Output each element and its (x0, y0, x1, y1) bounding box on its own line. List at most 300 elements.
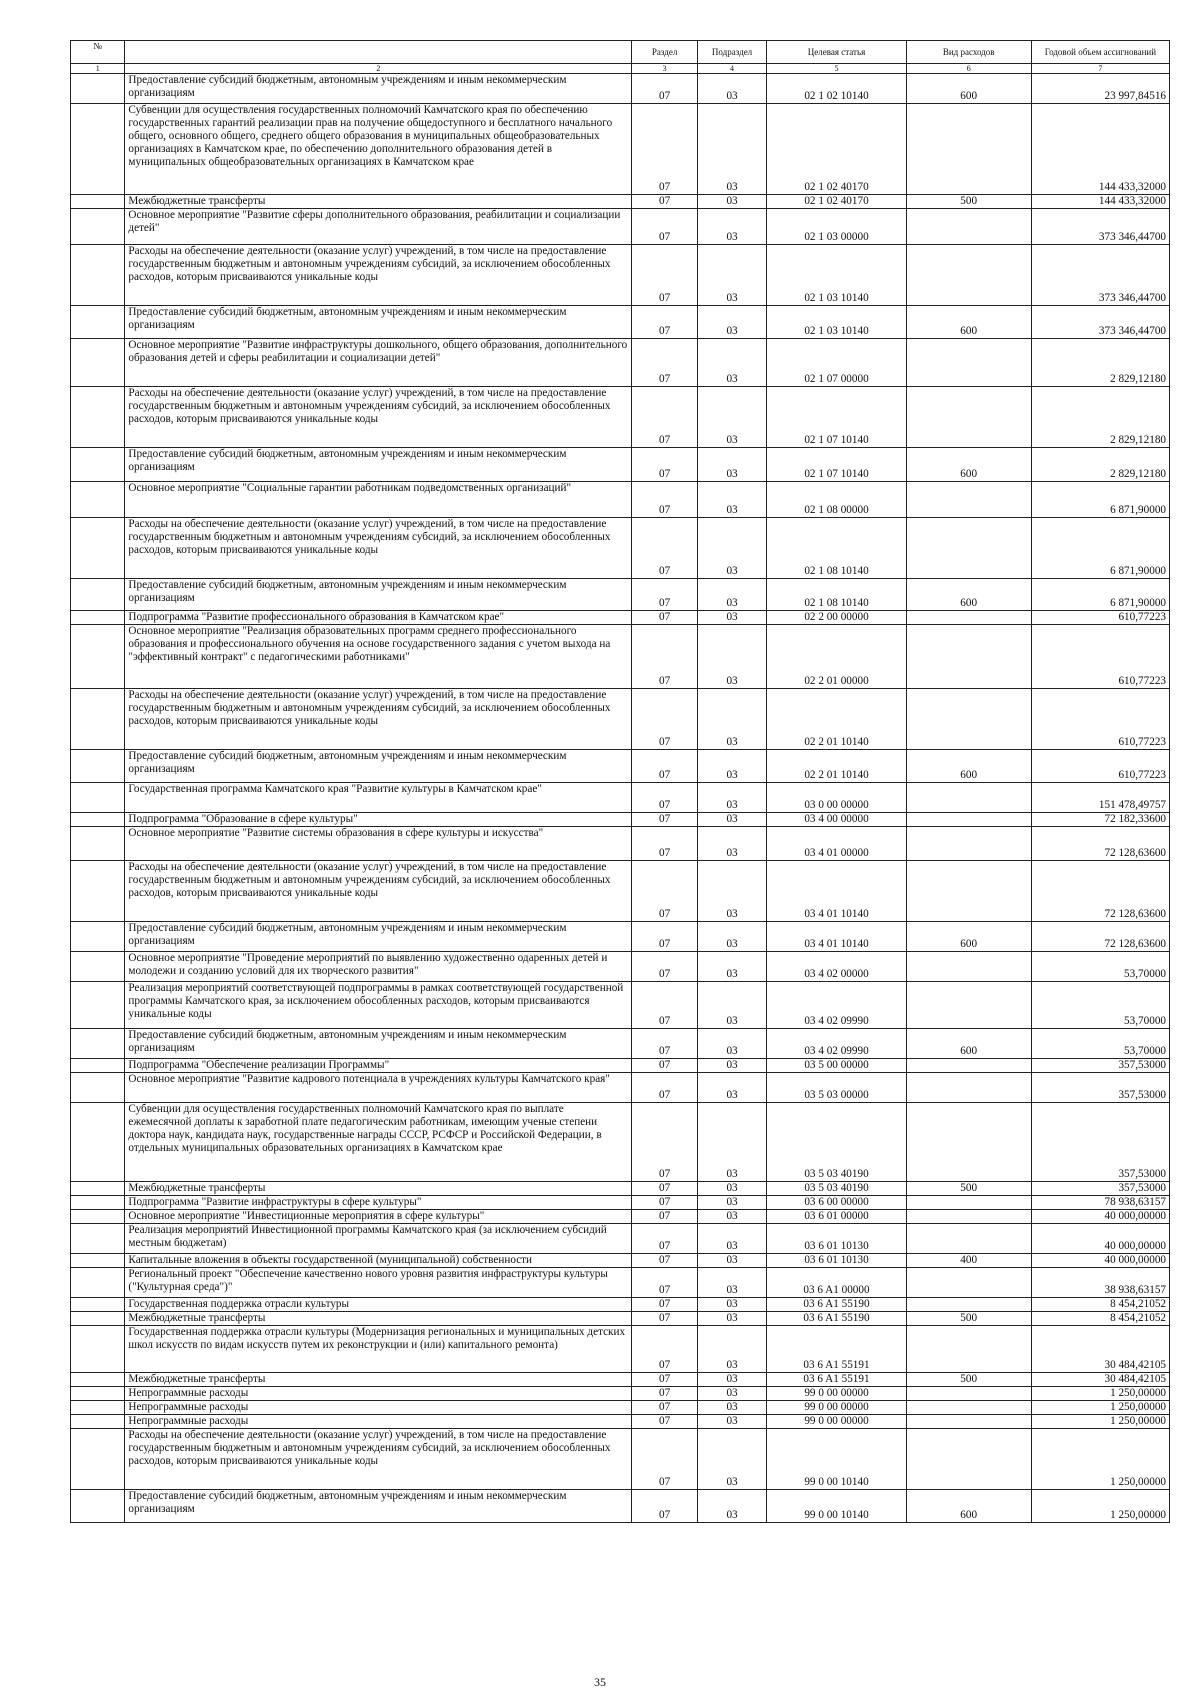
row-podrazdel-cell: 03 (697, 813, 767, 827)
row-razdel-cell: 07 (632, 209, 697, 245)
row-razdel-cell: 07 (632, 518, 697, 579)
table-row (71, 1210, 1170, 1224)
colnum-2: 2 (125, 64, 632, 74)
table-row (71, 1196, 1170, 1210)
table-row (71, 1326, 1170, 1373)
row-podrazdel-cell: 03 (697, 448, 767, 482)
row-razdel-cell: 07 (632, 245, 697, 306)
row-target-cell: 03 4 00 00000 (767, 813, 906, 827)
row-amount-cell: 40 000,00000 (1031, 1210, 1169, 1224)
row-target-cell: 03 6 01 10130 (767, 1224, 906, 1254)
row-number-cell (71, 1298, 125, 1312)
row-amount-cell: 2 829,12180 (1031, 448, 1169, 482)
table-row (71, 1224, 1170, 1254)
table-row (71, 1268, 1170, 1298)
row-number-cell (71, 689, 125, 750)
header-podrazdel: Подраздел (697, 41, 767, 64)
row-target-cell: 02 1 08 10140 (767, 579, 906, 611)
table-row (71, 209, 1170, 245)
row-name-cell: Расходы на обеспечение деятельности (оказание услуг) учреждений, в том числе на предоставление государственным бюджетным и автономным учреждениям субсидий, за исключением обособленных расходов, которым присваиваются уникальные коды (125, 861, 632, 922)
row-amount-cell: 144 433,32000 (1031, 195, 1169, 209)
table-row (71, 482, 1170, 518)
row-name-cell: Государственная программа Камчатского края "Развитие культуры в Камчатском крае" (125, 783, 632, 813)
row-number-cell (71, 1387, 125, 1401)
table-row (71, 448, 1170, 482)
row-target-cell: 03 4 02 00000 (767, 952, 906, 982)
table-row (71, 1059, 1170, 1073)
row-number-cell (71, 1196, 125, 1210)
row-vid-cell (906, 482, 1031, 518)
row-podrazdel-cell: 03 (697, 579, 767, 611)
row-podrazdel-cell: 03 (697, 1254, 767, 1268)
row-name-cell: Основное мероприятие "Развитие сферы дополнительного образования, реабилитации и социализации детей" (125, 209, 632, 245)
row-razdel-cell: 07 (632, 387, 697, 448)
row-razdel-cell: 07 (632, 1103, 697, 1182)
row-amount-cell: 1 250,00000 (1031, 1490, 1169, 1523)
row-podrazdel-cell: 03 (697, 783, 767, 813)
row-name-cell: Реализация мероприятий соответствующей подпрограммы в рамках соответствующей государственной программы Камчатского края, за исключением обособленных расходов, которым присваиваются уникальные коды (125, 982, 632, 1029)
row-vid-cell: 600 (906, 306, 1031, 339)
table-row (71, 245, 1170, 306)
row-name-cell: Расходы на обеспечение деятельности (оказание услуг) учреждений, в том числе на предоставление государственным бюджетным и автономным учреждениям субсидий, за исключением обособленных расходов, которым присваиваются уникальные коды (125, 518, 632, 579)
row-vid-cell (906, 1298, 1031, 1312)
row-podrazdel-cell: 03 (697, 952, 767, 982)
table-row (71, 306, 1170, 339)
row-vid-cell: 600 (906, 448, 1031, 482)
row-target-cell: 03 6 01 00000 (767, 1210, 906, 1224)
row-razdel-cell: 07 (632, 827, 697, 861)
row-target-cell: 03 5 03 40190 (767, 1103, 906, 1182)
row-vid-cell (906, 783, 1031, 813)
row-target-cell: 02 2 00 00000 (767, 611, 906, 625)
table-row (71, 1490, 1170, 1523)
row-amount-cell: 23 997,84516 (1031, 74, 1169, 104)
row-amount-cell: 373 346,44700 (1031, 245, 1169, 306)
row-vid-cell: 600 (906, 74, 1031, 104)
row-podrazdel-cell: 03 (697, 611, 767, 625)
table-row (71, 1312, 1170, 1326)
row-name-cell: Непрограммные расходы (125, 1387, 632, 1401)
row-amount-cell: 151 478,49757 (1031, 783, 1169, 813)
table-row (71, 861, 1170, 922)
row-target-cell: 99 0 00 00000 (767, 1387, 906, 1401)
row-podrazdel-cell: 03 (697, 1196, 767, 1210)
row-razdel-cell: 07 (632, 1401, 697, 1415)
row-target-cell: 02 1 02 40170 (767, 195, 906, 209)
row-amount-cell: 40 000,00000 (1031, 1224, 1169, 1254)
table-row (71, 74, 1170, 104)
table-row (71, 339, 1170, 387)
row-amount-cell: 373 346,44700 (1031, 306, 1169, 339)
budget-table (70, 40, 1170, 1523)
row-number-cell (71, 1182, 125, 1196)
row-vid-cell (906, 245, 1031, 306)
row-name-cell: Основное мероприятие "Проведение мероприятий по выявлению художественно одаренных детей и молодежи и созданию условий для их творческого развития" (125, 952, 632, 982)
row-name-cell: Основное мероприятие "Развитие инфраструктуры дошкольного, общего образования, дополнительного образования детей и сферы реабилитации и социализации детей" (125, 339, 632, 387)
row-amount-cell: 373 346,44700 (1031, 209, 1169, 245)
row-name-cell: Предоставление субсидий бюджетным, автономным учреждениям и иным некоммерческим организациям (125, 306, 632, 339)
row-number-cell (71, 1326, 125, 1373)
row-target-cell: 03 4 01 00000 (767, 827, 906, 861)
row-target-cell: 02 1 02 40170 (767, 104, 906, 195)
row-number-cell (71, 1103, 125, 1182)
header-vid: Вид расходов (906, 41, 1031, 64)
row-name-cell: Государственная поддержка отрасли культуры (125, 1298, 632, 1312)
row-vid-cell (906, 1268, 1031, 1298)
row-number-cell (71, 625, 125, 689)
header-volume: Годовой объем ассигнований (1031, 41, 1169, 64)
row-vid-cell (906, 1326, 1031, 1373)
row-vid-cell (906, 1210, 1031, 1224)
row-target-cell: 03 5 03 40190 (767, 1182, 906, 1196)
row-amount-cell: 357,53000 (1031, 1059, 1169, 1073)
row-amount-cell: 1 250,00000 (1031, 1401, 1169, 1415)
row-podrazdel-cell: 03 (697, 982, 767, 1029)
row-podrazdel-cell: 03 (697, 245, 767, 306)
row-name-cell: Реализация мероприятий Инвестиционной программы Камчатского края (за исключением субсидий местным бюджетам) (125, 1224, 632, 1254)
row-number-cell (71, 448, 125, 482)
row-name-cell: Расходы на обеспечение деятельности (оказание услуг) учреждений, в том числе на предоставление государственным бюджетным и автономным учреждениям субсидий, за исключением обособленных расходов, которым присваиваются уникальные коды (125, 387, 632, 448)
row-razdel-cell: 07 (632, 1029, 697, 1059)
row-amount-cell: 38 938,63157 (1031, 1268, 1169, 1298)
row-podrazdel-cell: 03 (697, 518, 767, 579)
row-number-cell (71, 982, 125, 1029)
row-name-cell: Основное мероприятие "Социальные гарантии работникам подведомственных организаций" (125, 482, 632, 518)
row-amount-cell: 78 938,63157 (1031, 1196, 1169, 1210)
row-number-cell (71, 1254, 125, 1268)
row-amount-cell: 72 182,33600 (1031, 813, 1169, 827)
row-name-cell: Государственная поддержка отрасли культуры (Модернизация региональных и муниципальных детских школ искусств по видам искусств путем их реконструкции и (или) капитального ремонта) (125, 1326, 632, 1373)
row-name-cell: Предоставление субсидий бюджетным, автономным учреждениям и иным некоммерческим организациям (125, 74, 632, 104)
row-razdel-cell: 07 (632, 448, 697, 482)
row-podrazdel-cell: 03 (697, 195, 767, 209)
row-podrazdel-cell: 03 (697, 1059, 767, 1073)
row-target-cell: 03 6 A1 00000 (767, 1268, 906, 1298)
row-target-cell: 03 5 03 00000 (767, 1073, 906, 1103)
row-number-cell (71, 74, 125, 104)
row-number-cell (71, 518, 125, 579)
row-name-cell: Подпрограмма "Образование в сфере культуры" (125, 813, 632, 827)
row-podrazdel-cell: 03 (697, 74, 767, 104)
row-amount-cell: 6 871,90000 (1031, 518, 1169, 579)
row-amount-cell: 53,70000 (1031, 952, 1169, 982)
row-number-cell (71, 482, 125, 518)
row-vid-cell (906, 1103, 1031, 1182)
row-target-cell: 03 4 02 09990 (767, 982, 906, 1029)
row-number-cell (71, 813, 125, 827)
row-name-cell: Межбюджетные трансферты (125, 1182, 632, 1196)
row-razdel-cell: 07 (632, 982, 697, 1029)
table-row (71, 611, 1170, 625)
row-amount-cell: 144 433,32000 (1031, 104, 1169, 195)
row-vid-cell (906, 1224, 1031, 1254)
row-amount-cell: 8 454,21052 (1031, 1312, 1169, 1326)
row-vid-cell (906, 387, 1031, 448)
row-vid-cell (906, 982, 1031, 1029)
table-row (71, 1401, 1170, 1415)
table-row (71, 387, 1170, 448)
table-row (71, 1254, 1170, 1268)
row-podrazdel-cell: 03 (697, 1429, 767, 1490)
row-podrazdel-cell: 03 (697, 827, 767, 861)
row-vid-cell (906, 827, 1031, 861)
table-row (71, 952, 1170, 982)
table-row (71, 982, 1170, 1029)
row-vid-cell (906, 1429, 1031, 1490)
row-number-cell (71, 104, 125, 195)
row-number-cell (71, 922, 125, 952)
row-number-cell (71, 952, 125, 982)
row-name-cell: Непрограммные расходы (125, 1401, 632, 1415)
row-target-cell: 03 6 01 10130 (767, 1254, 906, 1268)
row-number-cell (71, 1429, 125, 1490)
row-podrazdel-cell: 03 (697, 387, 767, 448)
row-amount-cell: 1 250,00000 (1031, 1415, 1169, 1429)
colnum-7: 7 (1031, 64, 1169, 74)
row-target-cell: 03 6 A1 55190 (767, 1312, 906, 1326)
row-name-cell: Межбюджетные трансферты (125, 1373, 632, 1387)
row-podrazdel-cell: 03 (697, 104, 767, 195)
header-target: Целевая статья (767, 41, 906, 64)
row-name-cell: Основное мероприятие "Развитие кадрового потенциала в учреждениях культуры Камчатского края" (125, 1073, 632, 1103)
row-target-cell: 99 0 00 00000 (767, 1401, 906, 1415)
row-podrazdel-cell: 03 (697, 1490, 767, 1523)
table-body (71, 74, 1170, 1523)
row-number-cell (71, 1268, 125, 1298)
table-row (71, 1429, 1170, 1490)
row-target-cell: 02 1 03 10140 (767, 306, 906, 339)
row-podrazdel-cell: 03 (697, 1224, 767, 1254)
table-row (71, 750, 1170, 783)
row-target-cell: 03 6 A1 55190 (767, 1298, 906, 1312)
row-number-cell (71, 827, 125, 861)
row-amount-cell: 610,77223 (1031, 689, 1169, 750)
table-row (71, 689, 1170, 750)
row-vid-cell (906, 689, 1031, 750)
row-target-cell: 99 0 00 00000 (767, 1415, 906, 1429)
row-amount-cell: 357,53000 (1031, 1073, 1169, 1103)
row-podrazdel-cell: 03 (697, 1415, 767, 1429)
colnum-1: 1 (71, 64, 125, 74)
row-amount-cell: 72 128,63600 (1031, 861, 1169, 922)
row-vid-cell (906, 339, 1031, 387)
row-target-cell: 02 1 03 00000 (767, 209, 906, 245)
table-row (71, 195, 1170, 209)
row-number-cell (71, 611, 125, 625)
row-amount-cell: 53,70000 (1031, 1029, 1169, 1059)
row-target-cell: 02 2 01 10140 (767, 689, 906, 750)
row-razdel-cell: 07 (632, 861, 697, 922)
row-podrazdel-cell: 03 (697, 1373, 767, 1387)
row-vid-cell (906, 1387, 1031, 1401)
row-razdel-cell: 07 (632, 1182, 697, 1196)
row-target-cell: 02 1 07 10140 (767, 448, 906, 482)
row-number-cell (71, 339, 125, 387)
row-target-cell: 03 4 01 10140 (767, 861, 906, 922)
row-number-cell (71, 1373, 125, 1387)
colnum-6: 6 (906, 64, 1031, 74)
row-target-cell: 02 2 01 10140 (767, 750, 906, 783)
table-row (71, 1415, 1170, 1429)
row-razdel-cell: 07 (632, 579, 697, 611)
row-razdel-cell: 07 (632, 1415, 697, 1429)
row-name-cell: Подпрограмма "Развитие инфраструктуры в сфере культуры" (125, 1196, 632, 1210)
row-target-cell: 02 1 08 10140 (767, 518, 906, 579)
row-number-cell (71, 1224, 125, 1254)
row-target-cell: 02 1 03 10140 (767, 245, 906, 306)
row-vid-cell (906, 1415, 1031, 1429)
row-vid-cell (906, 1401, 1031, 1415)
row-name-cell: Предоставление субсидий бюджетным, автономным учреждениям и иным некоммерческим организациям (125, 1029, 632, 1059)
row-amount-cell: 357,53000 (1031, 1103, 1169, 1182)
row-number-cell (71, 861, 125, 922)
row-podrazdel-cell: 03 (697, 689, 767, 750)
row-vid-cell (906, 861, 1031, 922)
row-number-cell (71, 1210, 125, 1224)
row-podrazdel-cell: 03 (697, 922, 767, 952)
row-vid-cell: 600 (906, 1029, 1031, 1059)
row-vid-cell: 500 (906, 195, 1031, 209)
row-vid-cell (906, 518, 1031, 579)
row-podrazdel-cell: 03 (697, 209, 767, 245)
row-vid-cell (906, 209, 1031, 245)
row-razdel-cell: 07 (632, 611, 697, 625)
row-number-cell (71, 387, 125, 448)
row-razdel-cell: 07 (632, 306, 697, 339)
row-razdel-cell: 07 (632, 74, 697, 104)
row-target-cell: 03 6 A1 55191 (767, 1326, 906, 1373)
row-vid-cell: 400 (906, 1254, 1031, 1268)
row-podrazdel-cell: 03 (697, 482, 767, 518)
table-row (71, 783, 1170, 813)
row-vid-cell: 600 (906, 579, 1031, 611)
row-target-cell: 03 6 00 00000 (767, 1196, 906, 1210)
row-name-cell: Межбюджетные трансферты (125, 195, 632, 209)
row-target-cell: 03 4 01 10140 (767, 922, 906, 952)
row-vid-cell (906, 1196, 1031, 1210)
colnum-5: 5 (767, 64, 906, 74)
row-target-cell: 02 1 07 10140 (767, 387, 906, 448)
row-target-cell: 99 0 00 10140 (767, 1490, 906, 1523)
row-name-cell: Расходы на обеспечение деятельности (оказание услуг) учреждений, в том числе на предоставление государственным бюджетным и автономным учреждениям субсидий, за исключением обособленных расходов, которым присваиваются уникальные коды (125, 689, 632, 750)
row-number-cell (71, 1401, 125, 1415)
row-amount-cell: 610,77223 (1031, 750, 1169, 783)
row-vid-cell (906, 104, 1031, 195)
row-razdel-cell: 07 (632, 783, 697, 813)
row-podrazdel-cell: 03 (697, 1312, 767, 1326)
row-podrazdel-cell: 03 (697, 1401, 767, 1415)
row-amount-cell: 610,77223 (1031, 625, 1169, 689)
row-vid-cell (906, 952, 1031, 982)
row-target-cell: 03 4 02 09990 (767, 1029, 906, 1059)
row-name-cell: Региональный проект "Обеспечение качественно нового уровня развития инфраструктуры культуры ("Культурная среда")" (125, 1268, 632, 1298)
row-razdel-cell: 07 (632, 1373, 697, 1387)
row-podrazdel-cell: 03 (697, 1073, 767, 1103)
row-amount-cell: 30 484,42105 (1031, 1326, 1169, 1373)
row-number-cell (71, 579, 125, 611)
row-razdel-cell: 07 (632, 625, 697, 689)
table-row (71, 518, 1170, 579)
row-razdel-cell: 07 (632, 1429, 697, 1490)
row-amount-cell: 6 871,90000 (1031, 482, 1169, 518)
row-podrazdel-cell: 03 (697, 1210, 767, 1224)
row-amount-cell: 72 128,63600 (1031, 827, 1169, 861)
row-target-cell: 02 1 07 00000 (767, 339, 906, 387)
header-razdel: Раздел (632, 41, 697, 64)
row-amount-cell: 2 829,12180 (1031, 339, 1169, 387)
table-row (71, 827, 1170, 861)
table-row (71, 579, 1170, 611)
row-amount-cell: 72 128,63600 (1031, 922, 1169, 952)
row-razdel-cell: 07 (632, 1312, 697, 1326)
row-target-cell: 02 1 08 00000 (767, 482, 906, 518)
row-podrazdel-cell: 03 (697, 1103, 767, 1182)
row-amount-cell: 357,53000 (1031, 1182, 1169, 1196)
row-razdel-cell: 07 (632, 1298, 697, 1312)
row-target-cell: 99 0 00 10140 (767, 1429, 906, 1490)
row-podrazdel-cell: 03 (697, 1029, 767, 1059)
table-row (71, 1298, 1170, 1312)
row-razdel-cell: 07 (632, 952, 697, 982)
row-amount-cell: 610,77223 (1031, 611, 1169, 625)
row-razdel-cell: 07 (632, 1326, 697, 1373)
row-podrazdel-cell: 03 (697, 339, 767, 387)
row-number-cell (71, 750, 125, 783)
page-number: 35 (594, 1675, 606, 1689)
row-name-cell: Непрограммные расходы (125, 1415, 632, 1429)
row-number-cell (71, 306, 125, 339)
row-podrazdel-cell: 03 (697, 1387, 767, 1401)
row-number-cell (71, 1029, 125, 1059)
row-vid-cell: 500 (906, 1182, 1031, 1196)
table-row (71, 625, 1170, 689)
table-row (71, 104, 1170, 195)
row-vid-cell (906, 1073, 1031, 1103)
row-podrazdel-cell: 03 (697, 1182, 767, 1196)
row-podrazdel-cell: 03 (697, 306, 767, 339)
row-number-cell (71, 1490, 125, 1523)
row-name-cell: Основное мероприятие "Инвестиционные мероприятия в сфере культуры" (125, 1210, 632, 1224)
row-number-cell (71, 209, 125, 245)
colnum-4: 4 (697, 64, 767, 74)
row-number-cell (71, 195, 125, 209)
row-amount-cell: 53,70000 (1031, 982, 1169, 1029)
row-number-cell (71, 783, 125, 813)
row-vid-cell: 600 (906, 922, 1031, 952)
row-name-cell: Капитальные вложения в объекты государственной (муниципальной) собственности (125, 1254, 632, 1268)
row-amount-cell: 8 454,21052 (1031, 1298, 1169, 1312)
budget-table-sheet (70, 40, 1170, 1523)
row-razdel-cell: 07 (632, 1224, 697, 1254)
row-razdel-cell: 07 (632, 339, 697, 387)
row-amount-cell: 6 871,90000 (1031, 579, 1169, 611)
row-podrazdel-cell: 03 (697, 861, 767, 922)
row-target-cell: 03 6 A1 55191 (767, 1373, 906, 1387)
colnum-3: 3 (632, 64, 697, 74)
row-name-cell: Предоставление субсидий бюджетным, автономным учреждениям и иным некоммерческим организациям (125, 448, 632, 482)
row-podrazdel-cell: 03 (697, 750, 767, 783)
table-row (71, 1387, 1170, 1401)
row-razdel-cell: 07 (632, 689, 697, 750)
table-row (71, 1373, 1170, 1387)
row-razdel-cell: 07 (632, 750, 697, 783)
row-podrazdel-cell: 03 (697, 1326, 767, 1373)
row-razdel-cell: 07 (632, 1490, 697, 1523)
row-amount-cell: 1 250,00000 (1031, 1387, 1169, 1401)
row-vid-cell: 600 (906, 1490, 1031, 1523)
row-vid-cell (906, 813, 1031, 827)
table-row (71, 1073, 1170, 1103)
